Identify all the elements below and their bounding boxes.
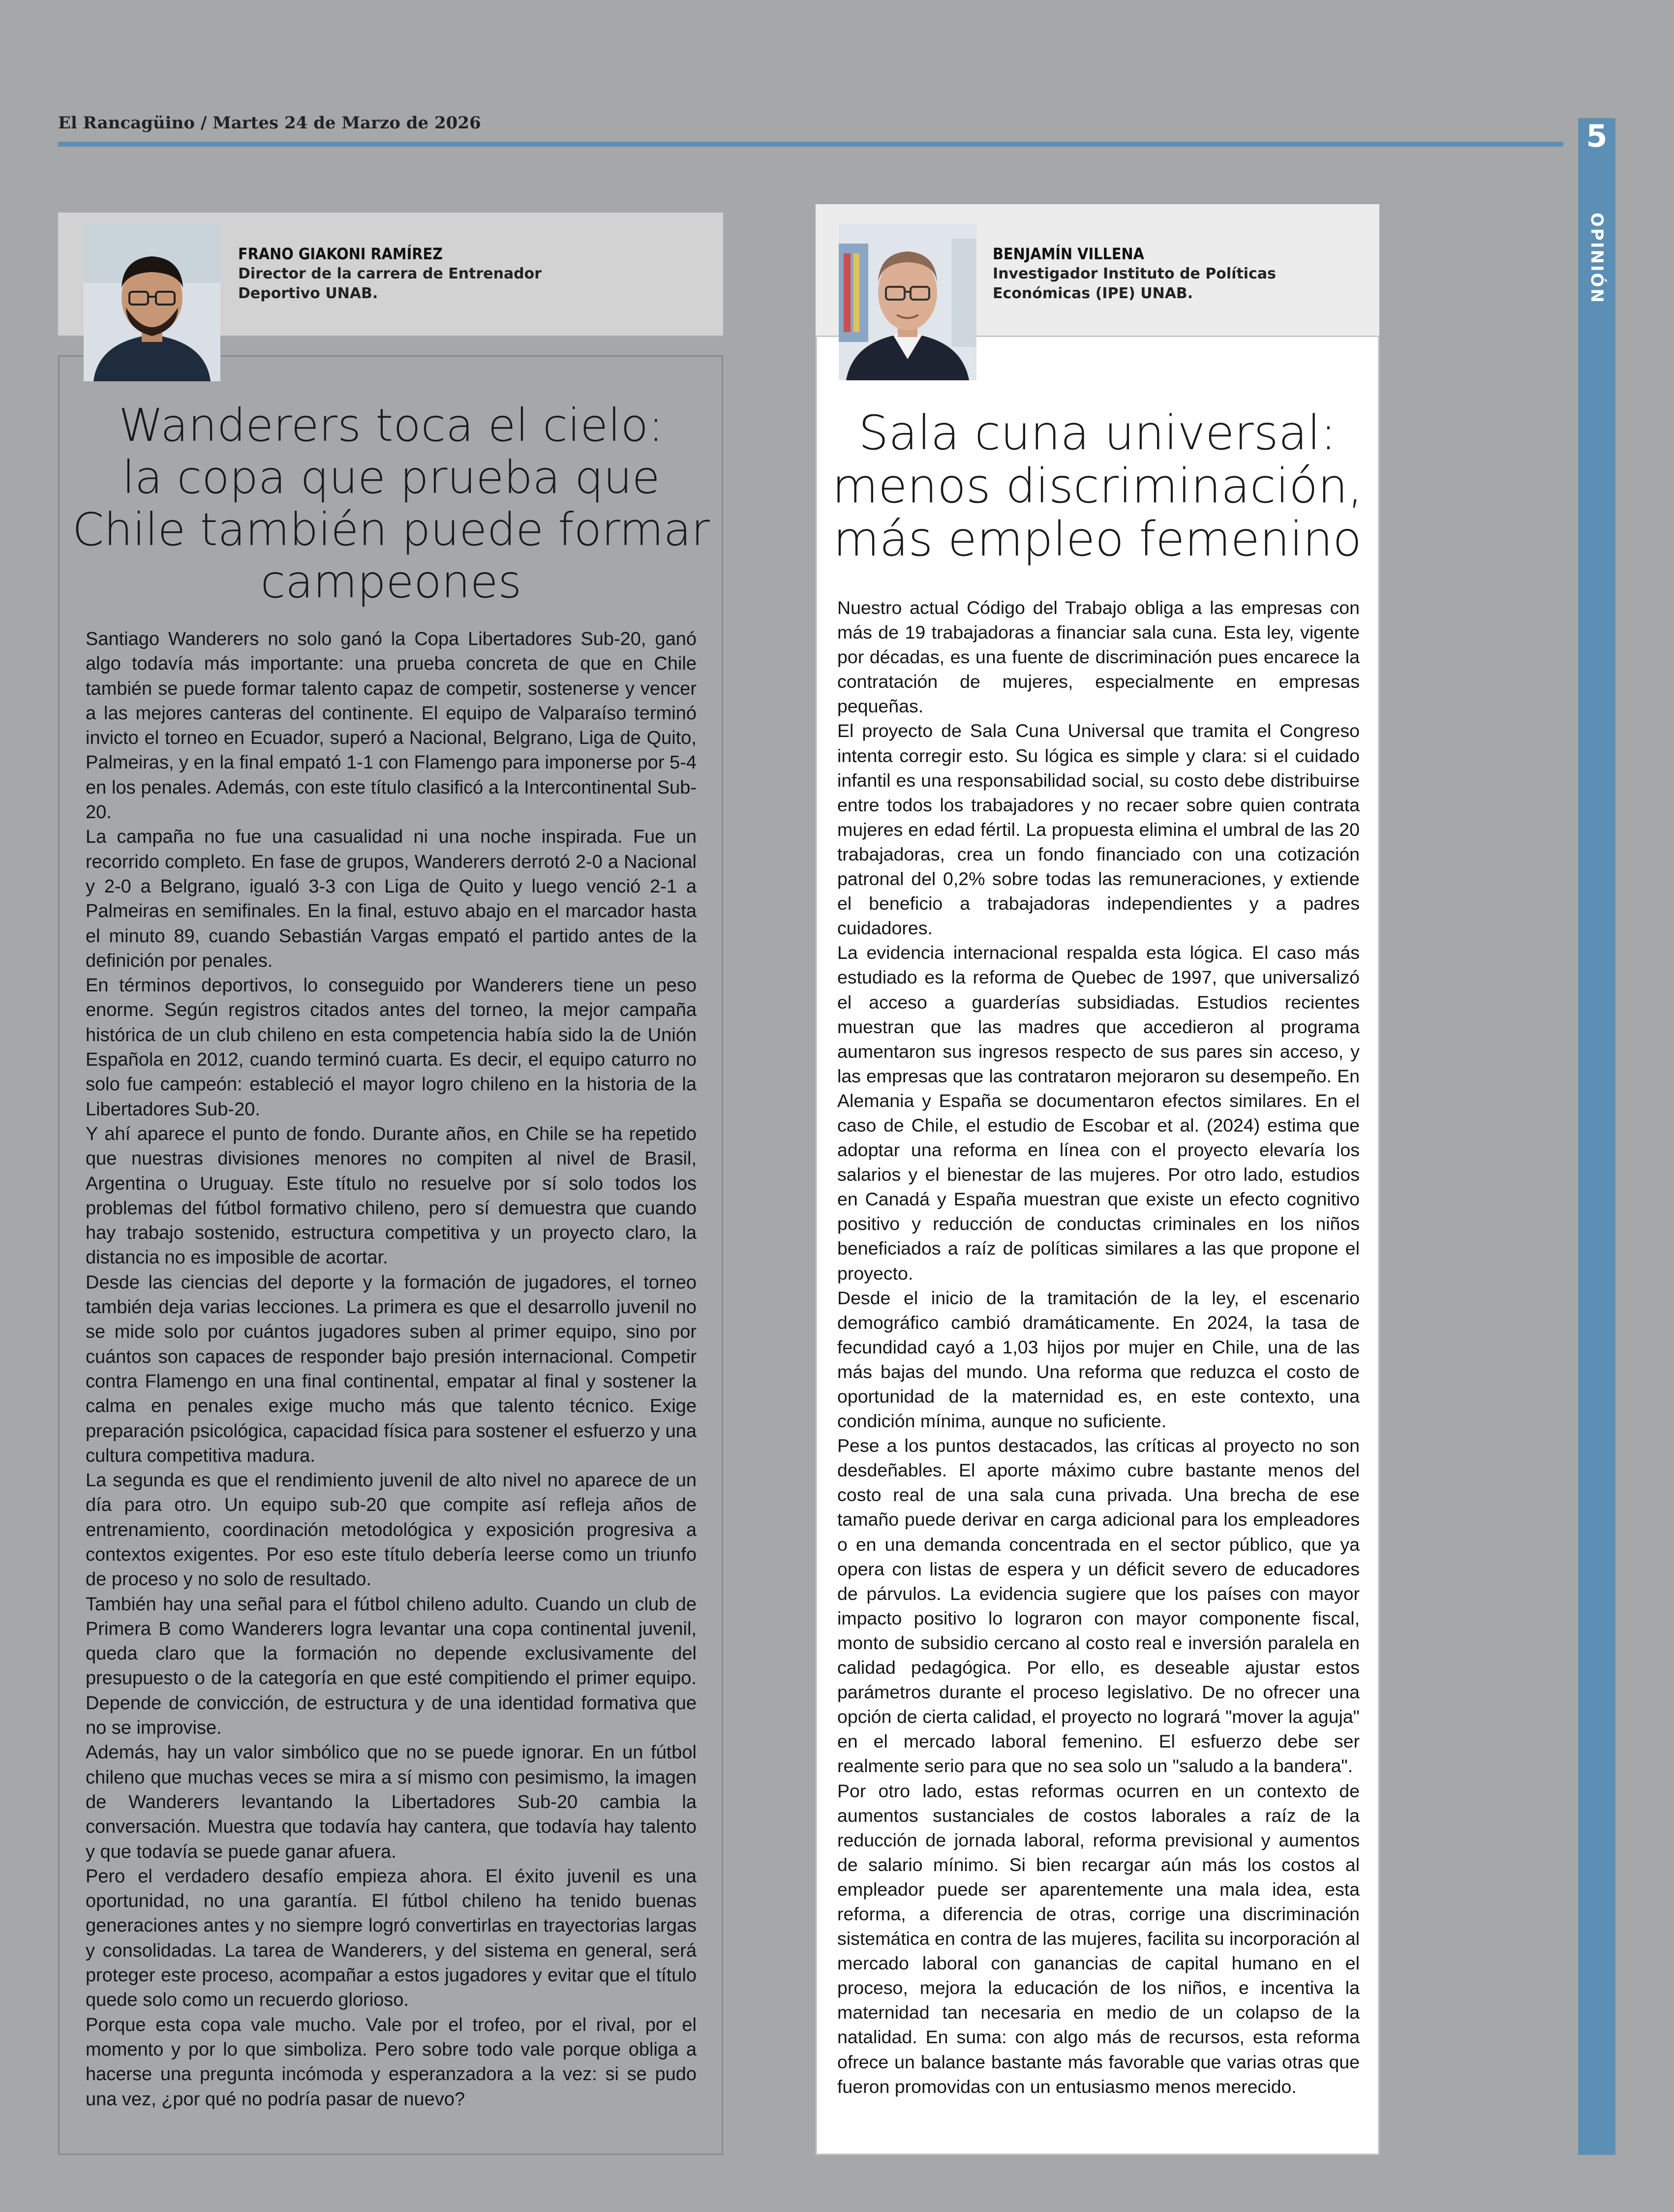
section-label: OPINIÓN: [1587, 213, 1607, 304]
left-paragraph: Y ahí aparece el punto de fondo. Durante años, en Chile se ha repetido que nuestras divisiones menores no compiten al nivel de Brasil, Argentina o Uruguay. Este título no resuelve por sí solo todos los problemas del fútbol formativo chileno, pero sí demuestra que cuando hay trabajo sostenido, estructura competitiva y un proyecto claro, la distancia no es imposible de acortar.: [86, 1123, 697, 1268]
left-headline-line-3: Chile también puede formar: [72, 503, 710, 556]
right-author-photo: [839, 224, 976, 380]
left-paragraph: Además, hay un valor simbólico que no se puede ignorar. En un fútbol chileno que muchas veces se mira a sí mismo con pesimismo, la imagen de Wanderers levantando la Libertadores Sub-20 cambia la conversación. Muestra que todavía hay cantera, que todavía hay talento y que todavía se puede ganar afuera.: [86, 1742, 697, 1862]
right-author-portrait: [839, 224, 976, 380]
left-headline: [64, 399, 718, 608]
left-paragraph: La segunda es que el rendimiento juvenil de alto nivel no aparece de un día para otro. Un equipo sub-20 que compite así refleja años de entrenamiento, coordinación metodológica y exposición progresiva a contextos exigentes. Por eso este título debería leerse como un triunfo de proceso y no solo de resultado.: [86, 1470, 697, 1590]
right-paragraph: Nuestro actual Código del Trabajo obliga a las empresas con más de 19 trabajadoras a financiar sala cuna. Esta ley, vigente por décadas, es una fuente de discriminación pues encarece la contratación de mujeres, especialmente en empresas pequeñas.: [837, 597, 1360, 717]
left-paragraph: Porque esta copa vale mucho. Vale por el trofeo, por el rival, por el momento y por lo que simboliza. Pero sobre todo vale porque obliga a hacerse una pregunta incómoda y esperanzadora a la vez: si se pudo una vez, ¿por qué no podría pasar de nuevo?: [86, 2014, 697, 2110]
right-paragraph: Pese a los puntos destacados, las críticas al proyecto no son desdeñables. El aporte máximo cubre bastante menos del costo real de una sala cuna privada. Una brecha de ese tamaño puede derivar en carga adicional para los empleadores o en una demanda concentrada en el sector público, que ya opera con listas de espera y un déficit severo de educadores de párvulos. La evidencia sugiere que los países con mayor impacto positivo lo lograron con mayor componente fiscal, monto de subsidio cercano al costo real e inversión paralela en calidad pedagógica. Por ello, es deseable ajustar estos parámetros durante el proceso legislativo. De no ofrecer una opción de cierta calidad, el proyecto no logrará "mover la aguja" en el mercado laboral femenino. El esfuerzo debe ser realmente serio para que no sea solo un "saludo a la bandera".: [837, 1435, 1360, 1777]
right-author-name: BENJAMÍN VILLENA: [993, 245, 1144, 263]
left-author-photo: [84, 224, 220, 381]
right-headline-line-3: más empleo femenino: [833, 512, 1362, 567]
right-headline: [822, 406, 1373, 566]
masthead: El Rancagüino / Martes 24 de Marzo de 2026: [58, 113, 481, 133]
right-headline-line-1: Sala cuna universal:: [858, 405, 1337, 461]
right-headline-line-2: menos discriminación,: [832, 459, 1363, 514]
page-number: 5: [1586, 118, 1608, 154]
left-headline-line-1: Wanderers toca el cielo:: [119, 399, 664, 452]
right-paragraph: Desde el inicio de la tramitación de la ley, el escenario demográfico cambió dramáticamente. En 2024, la tasa de fecundidad cayó a 1,03 hijos por mujer en Chile, una de las más bajas del mundo. Una reforma que reduzca el costo de oportunidad de la maternidad es, en este contexto, una condición mínima, aunque no suficiente.: [837, 1287, 1360, 1432]
left-paragraph: En términos deportivos, lo conseguido por Wanderers tiene un peso enorme. Según registros citados antes del torneo, la mejor campaña histórica de un club chileno en esta competencia había sido la de Unión Española en 2012, cuando terminó cuarta. Es decir, el equipo caturro no solo fue campeón: estableció el mayor logro chileno en la historia de la Libertadores Sub-20.: [86, 975, 697, 1120]
left-paragraph: Desde las ciencias del deporte y la formación de jugadores, el torneo también deja varias lecciones. La primera es que el desarrollo juvenil no se mide solo por cuántos jugadores suben al primer equipo, sino por cuántos son capaces de responder bajo presión internacional. Competir contra Flamengo en una final continental, empatar al final y sostener la calma en penales exige mucho más que talento técnico. Exige preparación psicológica, capacidad física para sostener el esfuerzo y una cultura competitiva madura.: [86, 1272, 697, 1466]
right-paragraph: El proyecto de Sala Cuna Universal que tramita el Congreso intenta corregir esto. Su lógica es simple y clara: si el cuidado infantil es una responsabilidad social, su costo debe distribuirse entre todos los trabajadores y no recaer sobre quien contrata mujeres en edad fértil. La propuesta elimina el umbral de las 20 trabajadoras, crea un fondo financiado con una cotización patronal del 0,2% sobre todas las remuneraciones, y extiende el beneficio a trabajadoras independientes y a padres cuidadores.: [837, 720, 1360, 939]
right-paragraph: Por otro lado, estas reformas ocurren en un contexto de aumentos sustanciales de costos laborales a raíz de la reducción de jornada laboral, reforma previsional y aumentos de salario mínimo. Si bien recargar aún más los costos al empleador puede ser aparentemente una mala idea, esta reforma, a diferencia de otras, corrige una discriminación sistemática en contra de las mujeres, facilita su incorporación al mercado laboral con ganancias de capital humano en el proceso, mejora la educación de los niños, e incentiva la maternidad tan necesaria en medio de un colapso de la natalidad. En suma: con algo más de recursos, esta reforma ofrece un balance bastante más favorable que varias otras que fueron promovidas con un entusiasmo menos merecido.: [837, 1780, 1360, 2097]
left-author-role-line-1: Director de la carrera de Entrenador: [238, 265, 542, 282]
section-sidebar: [1578, 118, 1615, 2155]
header-rule: [58, 142, 1563, 147]
section-label-box: [1578, 212, 1615, 305]
left-article-body: [86, 627, 697, 2112]
left-headline-line-4: campeones: [260, 555, 522, 608]
right-article-body: [837, 595, 1360, 2099]
left-author-name: FRANO GIAKONI RAMÍREZ: [238, 245, 443, 263]
right-author-role-line-1: Investigador Instituto de Políticas: [993, 265, 1276, 282]
left-headline-line-2: la copa que prueba que: [122, 451, 660, 504]
left-paragraph: La campaña no fue una casualidad ni una noche inspirada. Fue un recorrido completo. En fase de grupos, Wanderers derrotó 2-0 a Nacional y 2-0 a Belgrano, igualó 3-3 con Liga de Quito y luego venció 2-1 a Palmeiras en semifinales. En la final, estuvo abajo en el marcador hasta el minuto 89, cuando Sebastián Vargas empató el partido antes de la definición por penales.: [86, 827, 697, 971]
left-paragraph: También hay una señal para el fútbol chileno adulto. Cuando un club de Primera B como Wanderers logra levantar una copa continental juvenil, queda claro que la formación no depende exclusivamente del presupuesto o de la categoría en que esté compitiendo el primer equipo. Depende de convicción, de estructura y de una identidad formativa que no se improvise.: [86, 1594, 697, 1739]
left-paragraph: Pero el verdadero desafío empieza ahora. El éxito juvenil es una oportunidad, no una garantía. El fútbol chileno ha tenido buenas generaciones antes y no siempre logró convertirlas en trayectorias largas y consolidadas. La tarea de Wanderers, y del sistema en general, será proteger este proceso, acompañar a estos jugadores y evitar que el título quede solo como un recuerdo glorioso.: [86, 1866, 697, 2011]
right-author-role-line-2: Económicas (IPE) UNAB.: [993, 285, 1193, 302]
left-author-role-line-2: Deportivo UNAB.: [238, 285, 378, 302]
left-paragraph: Santiago Wanderers no solo ganó la Copa Libertadores Sub-20, ganó algo todavía más importante: una prueba concreta de que en Chile también se puede formar talento capaz de competir, sostenerse y vencer a las mejores canteras del continente. El equipo de Valparaíso terminó invicto el torneo en Ecuador, superó a Nacional, Belgrano, Liga de Quito, Palmeiras, y en la final empató 1-1 con Flamengo para imponerse por 5-4 en los penales. Además, con este título clasificó a la Intercontinental Sub-20.: [86, 629, 697, 823]
right-paragraph: La evidencia internacional respalda esta lógica. El caso más estudiado es la reforma de Quebec de 1997, que universalizó el acceso a guarderías subsidiadas. Estudios recientes muestran que las madres que accedieron al programa aumentaron sus ingresos respecto de sus pares sin acceso, y las empresas que las contrataron mejoraron su desempeño. En Alemania y España se documentaron efectos similares. En el caso de Chile, el estudio de Escobar et al. (2024) estima que adoptar una reforma en línea con el proyecto elevaría los salarios y el bienestar de las mujeres. Por otro lado, estudios en Canadá y España muestran que existe un efecto cognitivo positivo y reducción de conductas criminales en los niños beneficiados a raíz de políticas similares a las que propone el proyecto.: [837, 942, 1360, 1284]
left-author-portrait: [84, 224, 220, 381]
